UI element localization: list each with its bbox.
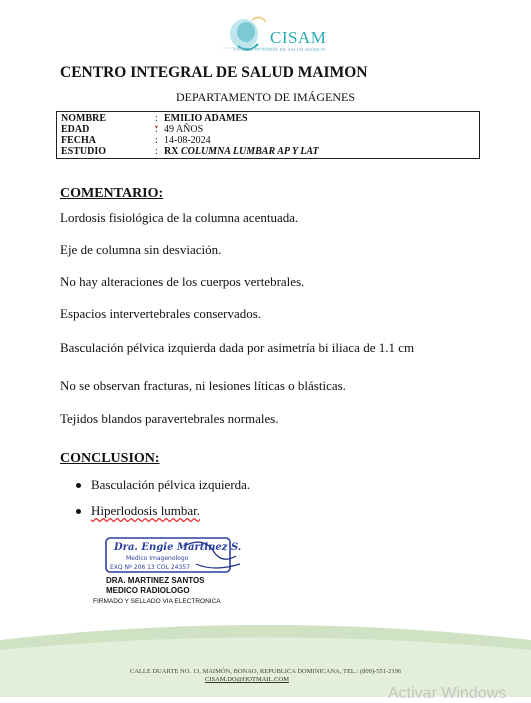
study-type: RX bbox=[164, 146, 179, 157]
doctor-name: DRA. MARTINEZ SANTOS bbox=[106, 576, 205, 585]
info-label: ESTUDIO bbox=[61, 146, 107, 157]
org-title: CENTRO INTEGRAL DE SALUD MAIMON bbox=[60, 64, 368, 81]
comentario-paragraph: Espacios intervertebrales conservados. bbox=[60, 306, 262, 321]
stamp-exequatur: EXQ Nº 206 13 COL 24357 bbox=[110, 564, 190, 571]
info-colon: : bbox=[155, 146, 158, 157]
bullet-icon bbox=[76, 483, 81, 488]
doctor-role: MEDICO RADIOLOGO bbox=[106, 586, 190, 595]
info-value: 14-08-2024 bbox=[164, 135, 211, 146]
stamp-name: Dra. Engie Martinez S. bbox=[114, 542, 242, 553]
logo-text: CISAM bbox=[270, 28, 327, 47]
bullet-icon bbox=[76, 509, 81, 514]
footer-address: CALLE DUARTE NO. 13, MAIMÓN, BONAO, REPUBLICA DOMINICANA, TEL.: (809)-551-2196 bbox=[129, 668, 402, 675]
info-value: EMILIO ADAMES bbox=[164, 113, 248, 124]
comentario-paragraph: Tejidos blandos paravertebrales normales. bbox=[60, 411, 279, 426]
study-name: COLUMNA LUMBAR AP Y LAT bbox=[180, 146, 319, 157]
patient-info-box bbox=[56, 111, 480, 159]
info-value bbox=[164, 146, 319, 157]
comentario-paragraph: No hay alteraciones de los cuerpos vertebrales. bbox=[60, 274, 305, 289]
comentario-title: COMENTARIO: bbox=[60, 186, 164, 201]
info-label: EDAD bbox=[61, 124, 90, 135]
conclusion-item-text: Hiperlodosis lumbar. bbox=[91, 503, 201, 518]
comentario-paragraph: No se observan fracturas, ni lesiones líticas o blásticas. bbox=[60, 378, 346, 393]
info-colon: : bbox=[155, 113, 158, 124]
activation-watermark: Activar Windows bbox=[388, 685, 507, 702]
conclusion-item bbox=[76, 477, 250, 493]
conclusion-item bbox=[76, 503, 200, 519]
conclusion-title: CONCLUSION: bbox=[60, 451, 160, 466]
logo-subtitle: CENTRO INTEGRAL DE SALUD MAIMON bbox=[234, 47, 326, 52]
conclusion-item-text: Basculación pélvica izquierda. bbox=[91, 477, 251, 492]
info-value: 49 AÑOS bbox=[164, 124, 204, 135]
info-colon: : bbox=[155, 124, 158, 135]
info-colon: : bbox=[155, 135, 158, 146]
comentario-paragraph: Basculación pélvica izquierda dada por asimetría bi iliaca de 1.1 cm bbox=[60, 340, 415, 355]
department-title: DEPARTAMENTO DE IMÁGENES bbox=[176, 90, 355, 104]
info-label: NOMBRE bbox=[61, 113, 106, 124]
comentario-paragraph: Lordosis fisiológica de la columna acentuada. bbox=[60, 210, 299, 225]
info-label: FECHA bbox=[61, 135, 96, 146]
comentario-paragraph: Eje de columna sin desviación. bbox=[60, 242, 222, 257]
signed-note: FIRMADO Y SELLADO VIA ELECTRONICA bbox=[93, 598, 221, 605]
footer-email-link[interactable]: CISAM.DO@HOTMAIL.COM bbox=[205, 676, 289, 683]
stamp-role: Medico Imagenologo bbox=[126, 555, 189, 562]
doctor-stamp bbox=[104, 534, 244, 576]
